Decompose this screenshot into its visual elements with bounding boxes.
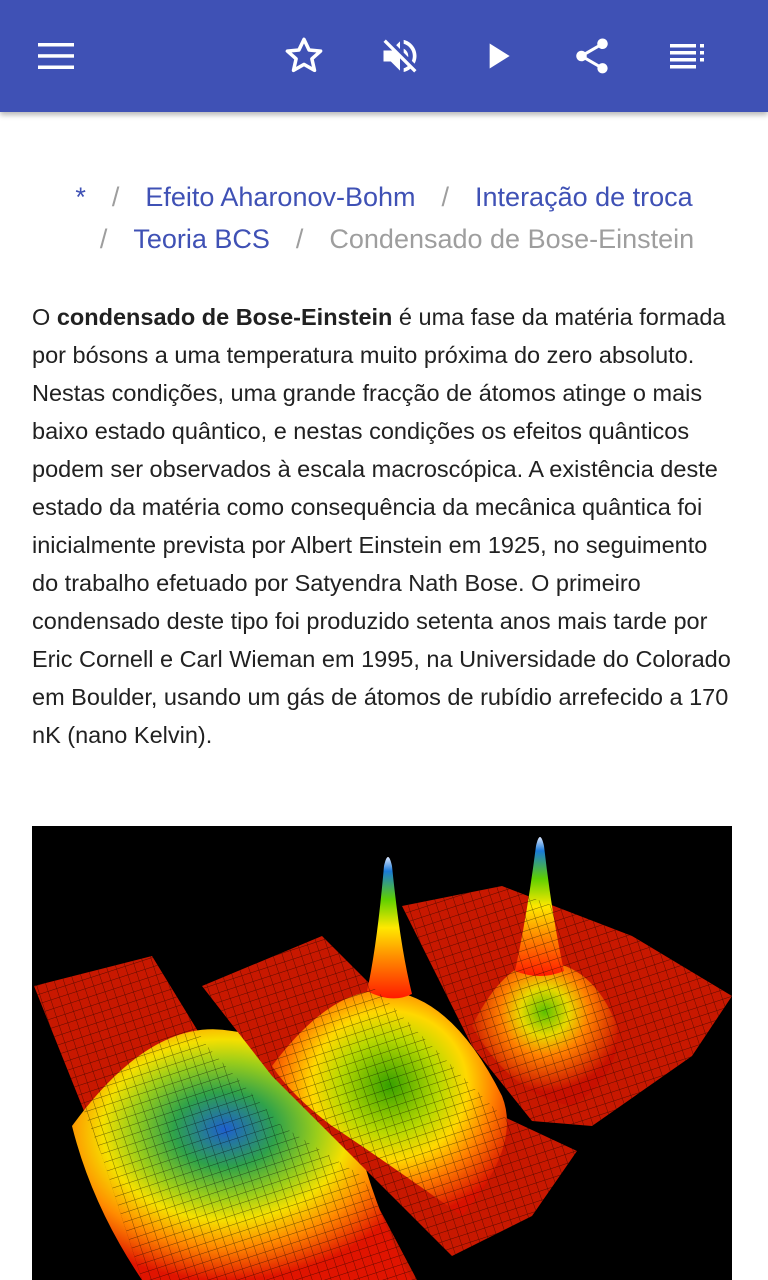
- contents-button[interactable]: [648, 16, 728, 96]
- breadcrumb-item-home[interactable]: *: [75, 182, 86, 212]
- favorite-button[interactable]: [264, 16, 344, 96]
- share-icon: [571, 35, 613, 77]
- article-content: [0, 112, 768, 1280]
- breadcrumb-item-exchange-interaction[interactable]: Interação de troca: [475, 182, 693, 212]
- breadcrumb-separator: /: [441, 182, 450, 212]
- breadcrumb-separator: /: [99, 224, 108, 254]
- volume-off-icon: [378, 34, 422, 78]
- mute-button[interactable]: [360, 16, 440, 96]
- article-term: condensado de Bose-Einstein: [56, 304, 393, 330]
- breadcrumb-item-bcs-theory[interactable]: Teoria BCS: [133, 224, 270, 254]
- play-button[interactable]: [458, 16, 538, 96]
- share-button[interactable]: [552, 16, 632, 96]
- article-body: é uma fase da matéria formada por bósons a uma temperatura muito próxima do zero absoluto. Nestas condições, uma grande fracção de átomos atinge o mais baixo estado quântico, e nestas condições os efeitos quânticos podem ser observados à escala macroscópica. A existência deste estado da matéria como consequência da mecânica quântica foi inicialmente prevista por Albert Einstein em 1925, no seguimento do trabalho efetuado por Satyendra Nath Bose. O primeiro condensado deste tipo foi produzido setenta anos mais tarde por Eric Cornell e Carl Wieman em 1995, na Universidade do Colorado em Boulder, usando um gás de átomos de rubídio arrefecido a 170 nK (nano Kelvin).: [32, 304, 731, 748]
- app-bar: [0, 0, 768, 112]
- article-image[interactable]: [32, 826, 732, 1280]
- menu-button[interactable]: [16, 16, 96, 96]
- breadcrumb-separator: /: [295, 224, 304, 254]
- playlist-icon: [668, 36, 708, 76]
- breadcrumb: [32, 176, 736, 260]
- article-intro: O: [32, 304, 57, 330]
- breadcrumb-item-aharonov-bohm[interactable]: Efeito Aharonov-Bohm: [145, 182, 416, 212]
- article-paragraph: [32, 298, 736, 754]
- bose-einstein-density-plot: [32, 826, 732, 1280]
- star-icon: [283, 35, 325, 77]
- breadcrumb-separator: /: [111, 182, 120, 212]
- play-icon: [478, 36, 518, 76]
- menu-icon: [36, 36, 76, 76]
- breadcrumb-item-current: Condensado de Bose-Einstein: [329, 224, 695, 254]
